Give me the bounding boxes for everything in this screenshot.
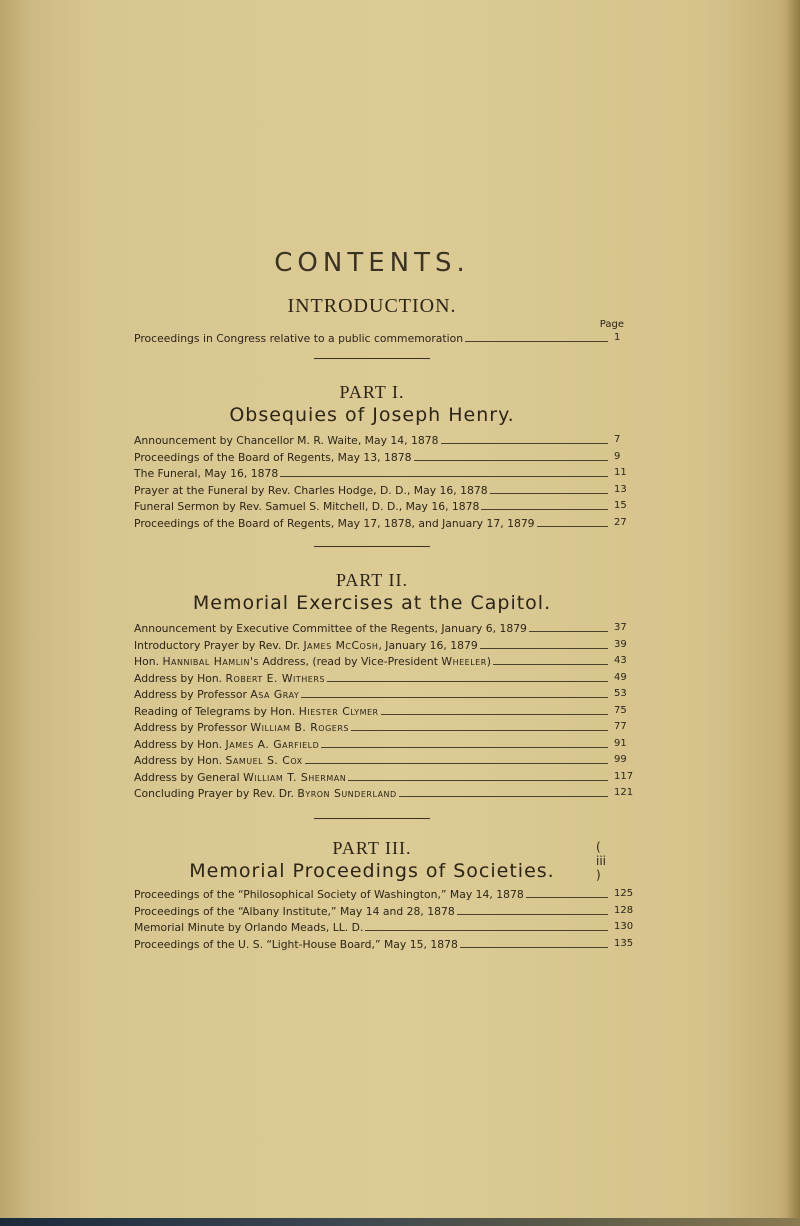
toc-entry-page: 125: [614, 888, 634, 899]
toc-entry-title: Proceedings of the “Albany Institute,” May 14 and 28, 1878: [134, 904, 455, 918]
contents-title: CONTENTS.: [274, 248, 470, 278]
toc-entry-title: Address by Hon. Samuel S. Cox: [134, 754, 303, 767]
toc-entry-page: 15: [614, 500, 627, 511]
toc-entry-page: 128: [614, 904, 634, 916]
part-2-entries: [134, 622, 634, 804]
toc-entry-page: 75: [614, 704, 627, 716]
bottom-edge-strip: [0, 1218, 800, 1226]
page-edge-shadow: [786, 0, 800, 1226]
toc-entry-page: 9: [614, 450, 621, 462]
part-1-entries: [134, 434, 627, 533]
page-folio: ( iii ): [596, 840, 607, 882]
toc-entry-page: 121: [614, 787, 634, 798]
page-column-header: Page: [599, 319, 624, 330]
toc-entry[interactable]: [134, 516, 627, 534]
toc-entry-title: Proceedings of the U. S. “Light-House Board,” May 15, 1878: [134, 937, 458, 951]
part-1-subtitle: Obsequies of Joseph Henry.: [229, 404, 515, 426]
toc-entry[interactable]: [134, 737, 627, 755]
toc-entry[interactable]: [134, 688, 627, 705]
toc-entry-page: 130: [614, 921, 634, 932]
toc-entry-title: Introductory Prayer by Rev. Dr. James McCosh, January 16, 1879: [134, 638, 478, 652]
toc-entry-page: 7: [614, 434, 621, 445]
part-2-title: PART II.: [336, 570, 408, 590]
section-divider: [314, 358, 430, 359]
toc-entry[interactable]: [134, 937, 634, 955]
toc-entry-page: 77: [614, 721, 627, 732]
toc-entry-title: Announcement by Chancellor M. R. Waite, May 14, 1878: [134, 434, 439, 447]
part-3-title: PART III.: [332, 838, 412, 858]
toc-entry-page: 99: [614, 754, 627, 765]
toc-entry-title: Address by Hon. Robert E. Withers: [134, 671, 325, 685]
toc-entry-title: Memorial Minute by Orlando Meads, LL. D.: [134, 921, 364, 934]
section-divider: [314, 546, 430, 547]
toc-entry-page: 37: [614, 622, 627, 633]
toc-entry[interactable]: [134, 638, 627, 656]
toc-entry-title: Announcement by Executive Committee of the Regents, January 6, 1879: [134, 622, 527, 635]
toc-entry[interactable]: [134, 434, 621, 451]
toc-entry[interactable]: [134, 704, 627, 722]
toc-entry-title: Address by Professor Asa Gray: [134, 688, 300, 701]
toc-entry-page: 27: [614, 516, 627, 528]
toc-entry-title: Reading of Telegrams by Hon. Hiester Clymer: [134, 704, 379, 718]
toc-entry[interactable]: [134, 483, 627, 501]
part-1-title: PART I.: [339, 382, 405, 402]
toc-entry-page: 39: [614, 638, 627, 650]
toc-entry[interactable]: [134, 655, 627, 672]
toc-entry[interactable]: [134, 500, 627, 517]
toc-entry-page: 11: [614, 467, 627, 478]
toc-entry-title: Address by Professor William B. Rogers: [134, 721, 349, 734]
toc-entry-title: Proceedings of the “Philosophical Society of Washington,” May 14, 1878: [134, 888, 524, 901]
introduction-title: INTRODUCTION.: [287, 295, 457, 317]
toc-entry-title: Prayer at the Funeral by Rev. Charles Hodge, D. D., May 16, 1878: [134, 483, 488, 497]
toc-entry[interactable]: [134, 888, 634, 905]
toc-entry[interactable]: [134, 450, 621, 468]
part-3-entries: [134, 888, 634, 954]
toc-entry[interactable]: [134, 921, 634, 938]
toc-entry-page: 43: [614, 655, 627, 666]
toc-entry[interactable]: [134, 671, 627, 689]
toc-entry-page: 53: [614, 688, 627, 699]
toc-entry-page: 117: [614, 770, 634, 782]
toc-entry-title: Hon. Hannibal Hamlin's Address, (read by Vice-President Wheeler): [134, 655, 492, 668]
toc-entry-title: Concluding Prayer by Rev. Dr. Byron Sunderland: [134, 787, 397, 800]
toc-entry-title: Proceedings in Congress relative to a public commemoration: [134, 332, 464, 345]
toc-entry-title: Funeral Sermon by Rev. Samuel S. Mitchell, D. D., May 16, 1878: [134, 500, 480, 513]
introduction-entries: [134, 332, 621, 349]
toc-entry-page: 49: [614, 671, 627, 683]
toc-entry[interactable]: [134, 770, 634, 788]
toc-entry[interactable]: [134, 721, 627, 738]
part-2-subtitle: Memorial Exercises at the Capitol.: [192, 592, 552, 614]
section-divider: [314, 818, 430, 819]
toc-entry[interactable]: [134, 754, 627, 771]
toc-entry-page: 13: [614, 483, 627, 495]
toc-entry[interactable]: [134, 467, 627, 484]
toc-entry[interactable]: [134, 787, 634, 804]
toc-entry-page: 135: [614, 937, 634, 949]
part-3-subtitle: Memorial Proceedings of Societies.: [189, 860, 555, 882]
toc-entry[interactable]: [134, 332, 621, 349]
toc-entry-title: Address by Hon. James A. Garfield: [134, 737, 320, 751]
toc-entry-title: Proceedings of the Board of Regents, May 13, 1878: [134, 450, 412, 464]
toc-entry-title: Proceedings of the Board of Regents, May 17, 1878, and January 17, 1879: [134, 516, 535, 530]
toc-entry-title: The Funeral, May 16, 1878: [134, 467, 279, 480]
toc-entry-page: 91: [614, 737, 627, 749]
toc-entry-page: 1: [614, 332, 621, 343]
toc-entry[interactable]: [134, 904, 634, 922]
toc-entry[interactable]: [134, 622, 627, 639]
toc-entry-title: Address by General William T. Sherman: [134, 770, 347, 784]
